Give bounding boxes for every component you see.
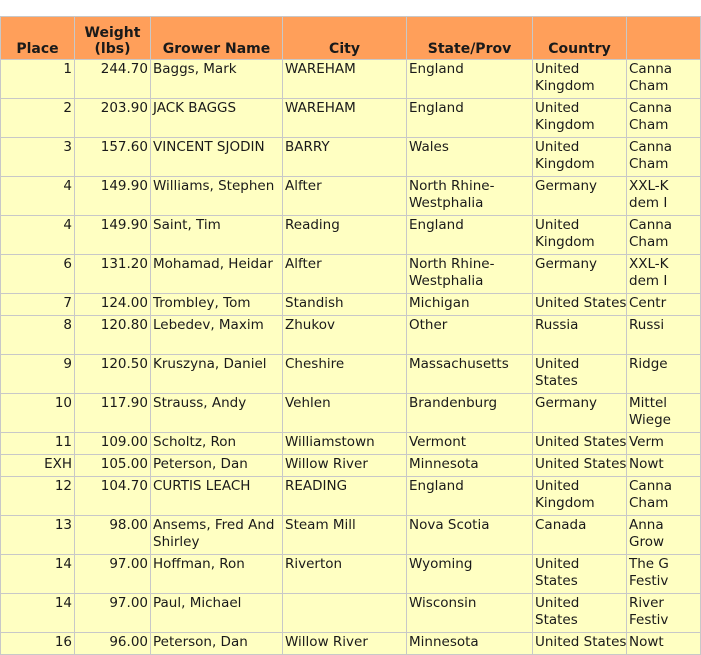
cell-grower-name: Peterson, Dan [151, 633, 283, 655]
cell-place: EXH [1, 455, 75, 477]
cell-place: 2 [1, 99, 75, 138]
cell-city: READING [283, 477, 407, 516]
cell-grower-name: Kruszyna, Daniel [151, 355, 283, 394]
cell-event: Canna Cham [627, 216, 701, 255]
header-state-prov[interactable]: State/Prov [407, 17, 533, 60]
cell-country: Germany [533, 394, 627, 433]
cell-event: Mittel Wiege [627, 394, 701, 433]
cell-city: Willow River [283, 455, 407, 477]
cell-grower-name: VINCENT SJODIN [151, 138, 283, 177]
cell-city: Williamstown [283, 433, 407, 455]
cell-weight: 105.00 [75, 455, 151, 477]
results-table [0, 16, 701, 655]
cell-weight: 149.90 [75, 216, 151, 255]
cell-weight: 244.70 [75, 60, 151, 99]
cell-city: BARRY [283, 138, 407, 177]
table-row [1, 633, 701, 655]
table-row [1, 316, 701, 355]
cell-country: United Kingdom [533, 477, 627, 516]
table-row [1, 216, 701, 255]
cell-weight: 149.90 [75, 177, 151, 216]
cell-state-prov: Nova Scotia [407, 516, 533, 555]
cell-country: United States [533, 433, 627, 455]
cell-grower-name: JACK BAGGS [151, 99, 283, 138]
table-row [1, 555, 701, 594]
cell-weight: 109.00 [75, 433, 151, 455]
cell-grower-name: Mohamad, Heidar [151, 255, 283, 294]
cell-country: United Kingdom [533, 99, 627, 138]
cell-city: Zhukov [283, 316, 407, 355]
cell-weight: 203.90 [75, 99, 151, 138]
cell-event: Canna Cham [627, 99, 701, 138]
cell-weight: 97.00 [75, 555, 151, 594]
cell-country: United States [533, 294, 627, 316]
cell-event: River Festiv [627, 594, 701, 633]
cell-country: United Kingdom [533, 60, 627, 99]
cell-place: 11 [1, 433, 75, 455]
cell-grower-name: Scholtz, Ron [151, 433, 283, 455]
cell-grower-name: Hoffman, Ron [151, 555, 283, 594]
cell-place: 1 [1, 60, 75, 99]
cell-country: Germany [533, 255, 627, 294]
table-row [1, 294, 701, 316]
cell-city [283, 594, 407, 633]
cell-weight: 157.60 [75, 138, 151, 177]
cell-event: Canna Cham [627, 477, 701, 516]
cell-country: United States [533, 355, 627, 394]
header-weight[interactable]: Weight (lbs) [75, 17, 151, 60]
cell-grower-name: Saint, Tim [151, 216, 283, 255]
cell-place: 9 [1, 355, 75, 394]
cell-event: XXL-K dem I [627, 255, 701, 294]
cell-country: Germany [533, 177, 627, 216]
header-row [1, 17, 701, 60]
cell-grower-name: Trombley, Tom [151, 294, 283, 316]
header-country[interactable]: Country [533, 17, 627, 60]
table-row [1, 455, 701, 477]
cell-country: United Kingdom [533, 138, 627, 177]
table-row [1, 594, 701, 633]
cell-country: Russia [533, 316, 627, 355]
cell-city: Riverton [283, 555, 407, 594]
cell-place: 10 [1, 394, 75, 433]
cell-place: 3 [1, 138, 75, 177]
cell-place: 14 [1, 594, 75, 633]
table-row [1, 60, 701, 99]
table-body [1, 60, 701, 655]
table-row [1, 433, 701, 455]
cell-state-prov: North Rhine-Westphalia [407, 177, 533, 216]
cell-state-prov: England [407, 60, 533, 99]
cell-city: Vehlen [283, 394, 407, 433]
cell-grower-name: Strauss, Andy [151, 394, 283, 433]
cell-place: 4 [1, 216, 75, 255]
cell-event: Anna Grow [627, 516, 701, 555]
cell-event: Verm [627, 433, 701, 455]
cell-state-prov: England [407, 216, 533, 255]
cell-weight: 98.00 [75, 516, 151, 555]
cell-weight: 104.70 [75, 477, 151, 516]
cell-state-prov: North Rhine-Westphalia [407, 255, 533, 294]
cell-grower-name: Baggs, Mark [151, 60, 283, 99]
cell-place: 6 [1, 255, 75, 294]
cell-country: United States [533, 633, 627, 655]
cell-city: Reading [283, 216, 407, 255]
cell-place: 12 [1, 477, 75, 516]
cell-state-prov: Brandenburg [407, 394, 533, 433]
cell-state-prov: Wales [407, 138, 533, 177]
cell-weight: 120.50 [75, 355, 151, 394]
cell-weight: 131.20 [75, 255, 151, 294]
table-row [1, 138, 701, 177]
cell-event: Russi [627, 316, 701, 355]
cell-grower-name: Lebedev, Maxim [151, 316, 283, 355]
cell-country: United States [533, 555, 627, 594]
cell-state-prov: Minnesota [407, 633, 533, 655]
cell-city: WAREHAM [283, 99, 407, 138]
cell-grower-name: Paul, Michael [151, 594, 283, 633]
cell-grower-name: Williams, Stephen [151, 177, 283, 216]
cell-place: 8 [1, 316, 75, 355]
cell-city: Alfter [283, 177, 407, 216]
table-row [1, 477, 701, 516]
cell-city: Cheshire [283, 355, 407, 394]
table-row [1, 99, 701, 138]
cell-state-prov: England [407, 477, 533, 516]
cell-event: Canna Cham [627, 138, 701, 177]
cell-state-prov: Minnesota [407, 455, 533, 477]
cell-weight: 117.90 [75, 394, 151, 433]
table-row [1, 516, 701, 555]
cell-weight: 120.80 [75, 316, 151, 355]
cell-event: Canna Cham [627, 60, 701, 99]
cell-city: Willow River [283, 633, 407, 655]
cell-city: Alfter [283, 255, 407, 294]
cell-state-prov: Other [407, 316, 533, 355]
cell-city: WAREHAM [283, 60, 407, 99]
header-event[interactable] [627, 17, 701, 60]
cell-place: 13 [1, 516, 75, 555]
cell-city: Steam Mill [283, 516, 407, 555]
cell-event: Ridge [627, 355, 701, 394]
cell-country: United States [533, 455, 627, 477]
table-row [1, 394, 701, 433]
table-row [1, 177, 701, 216]
cell-event: Nowt [627, 633, 701, 655]
cell-state-prov: Wyoming [407, 555, 533, 594]
cell-weight: 97.00 [75, 594, 151, 633]
cell-city: Standish [283, 294, 407, 316]
cell-event: XXL-K dem I [627, 177, 701, 216]
header-grower-name[interactable]: Grower Name [151, 17, 283, 60]
table-row [1, 255, 701, 294]
table-row [1, 355, 701, 394]
cell-weight: 96.00 [75, 633, 151, 655]
cell-state-prov: Wisconsin [407, 594, 533, 633]
header-place[interactable]: Place [1, 17, 75, 60]
header-city[interactable]: City [283, 17, 407, 60]
cell-place: 14 [1, 555, 75, 594]
cell-place: 16 [1, 633, 75, 655]
cell-weight: 124.00 [75, 294, 151, 316]
cell-country: Canada [533, 516, 627, 555]
cell-country: United States [533, 594, 627, 633]
cell-event: Centr [627, 294, 701, 316]
cell-grower-name: CURTIS LEACH [151, 477, 283, 516]
cell-state-prov: Vermont [407, 433, 533, 455]
cell-state-prov: Massachusetts [407, 355, 533, 394]
cell-grower-name: Ansems, Fred And Shirley [151, 516, 283, 555]
cell-event: Nowt [627, 455, 701, 477]
cell-place: 7 [1, 294, 75, 316]
cell-grower-name: Peterson, Dan [151, 455, 283, 477]
cell-country: United Kingdom [533, 216, 627, 255]
cell-place: 4 [1, 177, 75, 216]
cell-state-prov: Michigan [407, 294, 533, 316]
results-table-container [0, 16, 700, 655]
cell-state-prov: England [407, 99, 533, 138]
cell-event: The G Festiv [627, 555, 701, 594]
